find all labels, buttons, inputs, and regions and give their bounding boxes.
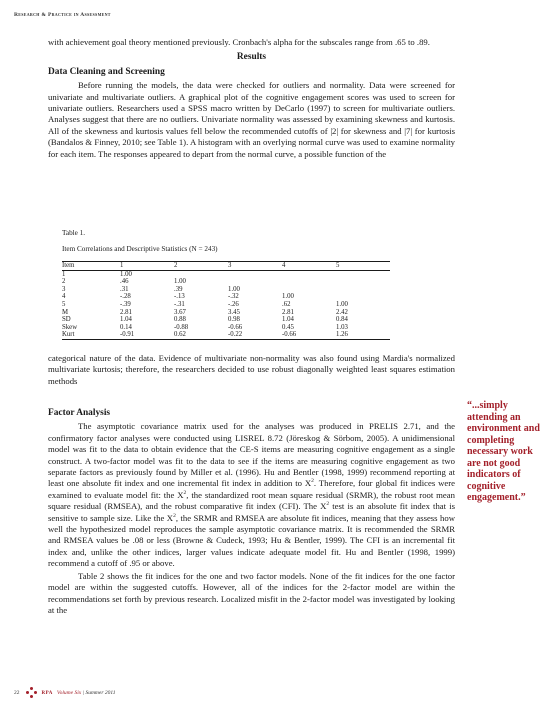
top-text-block [48, 37, 455, 160]
table-cell: 1.00 [228, 285, 240, 293]
rpa-logo-icon [26, 686, 38, 700]
table-cell: 1.04 [282, 316, 294, 324]
factor-analysis-paragraph-2: Table 2 shows the fit indices for the one and two factor models. None of the fit indices for the one factor model are within the suggested cutoffs. However, all of the indices for the 2-factor model are within the recommendations set forth by previous research. Localized misfit in the 2-factor model was investigated by looking at the [48, 570, 455, 615]
factor-analysis-heading: Factor Analysis [48, 408, 111, 418]
table-cell: -.26 [228, 300, 239, 308]
volume-label: Volume Six [56, 690, 82, 696]
issue-label: | Summer 2011 [81, 690, 116, 696]
table-cell: 1.26 [336, 331, 348, 339]
table-cell: 3.45 [228, 308, 240, 316]
table-cell: 3.67 [174, 308, 186, 316]
table-cell: -0.88 [174, 323, 189, 331]
table-cell: 0.98 [228, 316, 240, 324]
table-row [62, 331, 390, 339]
after-table-block [48, 353, 455, 387]
table-cell [282, 278, 336, 286]
table-cell: -.13 [174, 293, 185, 301]
table-cell: 3 [62, 285, 66, 293]
factor-analysis-paragraph-1 [48, 421, 455, 569]
logo-dot [34, 691, 37, 694]
after-table-paragraph: categorical nature of the data. Evidence of multivariate non-normality was also found using Mardia's normalized multivariate kurtosis; therefore, the researchers decided to use robust diagonally weighted least squares estimation methods [48, 353, 455, 386]
table-cell: -0.66 [228, 323, 243, 331]
table-cell: Kurt [62, 331, 75, 339]
table-row [62, 316, 390, 324]
table-cell: -.32 [228, 293, 239, 301]
table-cell: SD [62, 316, 71, 324]
table-cell: .62 [282, 300, 291, 308]
table-cell: M [62, 308, 69, 316]
table-cell: -.31 [174, 300, 185, 308]
table-header-cell: Item [62, 262, 75, 269]
logo-dot [30, 695, 33, 698]
intro-paragraph: with achievement goal theory mentioned previously. Cronbach's alpha for the subscales range from .65 to .89. [48, 37, 430, 47]
table-cell: 0.62 [174, 331, 186, 339]
table-header-cell: 3 [228, 262, 232, 269]
table-header-cell: 5 [336, 262, 340, 269]
table-cell: 1 [62, 270, 66, 278]
table-cell: -0.22 [228, 331, 243, 339]
table-body [62, 270, 390, 339]
logo-text: RPA [41, 690, 53, 696]
superscript: 2 [326, 501, 330, 508]
page-number: 22 [14, 690, 20, 696]
text-run: , the SRMR and RMSEA are absolute fit indices, meaning that they assess how well the hypothesized model reproduces the sample asymptotic covariance matrix. It is recommended the SRMR and RMSEA values be .08 or less (Browne & Cudeck, 1993; Hu & Bentler, 1999). The CFI is an incremental fit index and, unlike the other indices, larger values indicate adequate model fit. Hu and Bentler (1998, 1999) recommend a cutoff of .95 or above. [48, 512, 455, 569]
table-cell: -0.66 [282, 331, 297, 339]
table-1 [62, 229, 450, 340]
table-cell: 1.00 [120, 270, 132, 278]
table-cell: Skew [62, 323, 78, 331]
table-cell: 2 [62, 278, 66, 286]
table-cell: 1.00 [336, 300, 348, 308]
logo-dot [26, 691, 29, 694]
stats-table [62, 261, 390, 340]
table-cell: -.39 [120, 300, 131, 308]
running-head: Research & Practice in Assessment [14, 12, 111, 18]
table-title: Item Correlations and Descriptive Statistics (N = 243) [62, 245, 218, 253]
logo-dot [30, 687, 33, 690]
table-header-cell: 2 [174, 262, 178, 269]
results-heading: Results [236, 52, 267, 63]
superscript: 2 [173, 512, 176, 519]
table-cell [336, 278, 390, 286]
table-cell: 4 [62, 293, 66, 301]
table-cell: .39 [174, 285, 183, 293]
table-cell: .46 [120, 278, 129, 286]
table-row [62, 301, 390, 309]
table-cell [228, 270, 282, 278]
table-cell: 5 [62, 300, 66, 308]
table-cell [228, 278, 282, 286]
table-cell [336, 293, 390, 301]
table-cell: 2.81 [120, 308, 132, 316]
table-row [62, 293, 390, 301]
table-caption: Table 1. [62, 229, 86, 237]
table-cell: .31 [120, 285, 129, 293]
table-cell [336, 286, 390, 294]
data-cleaning-heading: Data Cleaning and Screening [48, 66, 165, 77]
text-run: test is an absolute fit index that is sensitive to sample size. Like the X [48, 501, 455, 523]
table-row [62, 270, 390, 278]
superscript: 2 [311, 478, 314, 485]
table-cell: 1.04 [120, 316, 132, 324]
table-row [62, 309, 390, 317]
table-row [62, 324, 390, 332]
text-run: The asymptotic covariance matrix used for the analyses was produced in PRELIS 2.71, and the confirmatory factor analyses were conducted using LISREL 8.72 (Jöreskog & Sörbom, 2005). A unidimensional model was fit to the data to obtain evidence that the CE-S items are measuring cognitive engagement as a single construct. A two-factor model was fit to the data to see if the items are measuring cognitive engagement as two separate factors as previously found by Miller et al. (1996). Hu and Bentler (1998, 1999) recommend reporting at least one absolute fit index and one incremental fit index in addition to X [48, 421, 455, 489]
table-cell: -.28 [120, 293, 131, 301]
table-cell [282, 286, 336, 294]
data-cleaning-paragraph: Before running the models, the data were checked for outliers and normality. Data were screened for univariate and multivariate outliers. A graphical plot of the cognitive engagement scores was used to screen for univariate outliers. Researchers used a SPSS macro written by DeCarlo (1997) to screen for multivariate outliers. Analyses suggest that there are no outliers. Univariate normality was assessed by examining skewness and kurtosis. All of the skewness and kurtosis values fell below the recommended cutoffs of |2| for skewness and |7| for kurtosis (Bandalos & Finney, 2010; see Table 1). A histogram with an overlying normal curve was used to examine normality for each item. The responses appeared to depart from the normal curve, a possible function of the [48, 80, 455, 159]
table-cell: 1.00 [174, 278, 186, 286]
table-cell: 2.42 [336, 308, 348, 316]
pull-quote: “...simply attending an environment and completing necessary work are not good indicators of cognitive engagement.” [467, 400, 540, 503]
table-cell: 0.45 [282, 323, 294, 331]
superscript: 2 [183, 489, 187, 496]
table-cell: 2.81 [282, 308, 294, 316]
table-cell: -0.91 [120, 331, 135, 339]
table-cell [174, 270, 228, 278]
table-cell: 0.84 [336, 316, 348, 324]
table-row [62, 286, 390, 294]
table-cell: 0.14 [120, 323, 132, 331]
text-run: , the standardized root mean square residual (SRMR), the robust root mean square residual (RMSEA), and the robust comparative fit index (CFI). The X [48, 489, 455, 512]
text-run: . Therefore, four global fit indices were examined to evaluate model fit: the X [48, 478, 455, 500]
factor-analysis-block [48, 408, 455, 616]
table-cell: 0.88 [174, 316, 186, 324]
footer [14, 686, 115, 700]
table-header-row [62, 262, 390, 271]
table-row [62, 278, 390, 286]
footer-issue [57, 690, 116, 696]
table-header-cell: 4 [282, 262, 286, 269]
table-cell: 1.00 [282, 293, 294, 301]
table-cell [282, 270, 336, 278]
table-header-cell: 1 [120, 262, 124, 269]
table-cell [336, 270, 390, 278]
table-cell: 1.03 [336, 323, 348, 331]
